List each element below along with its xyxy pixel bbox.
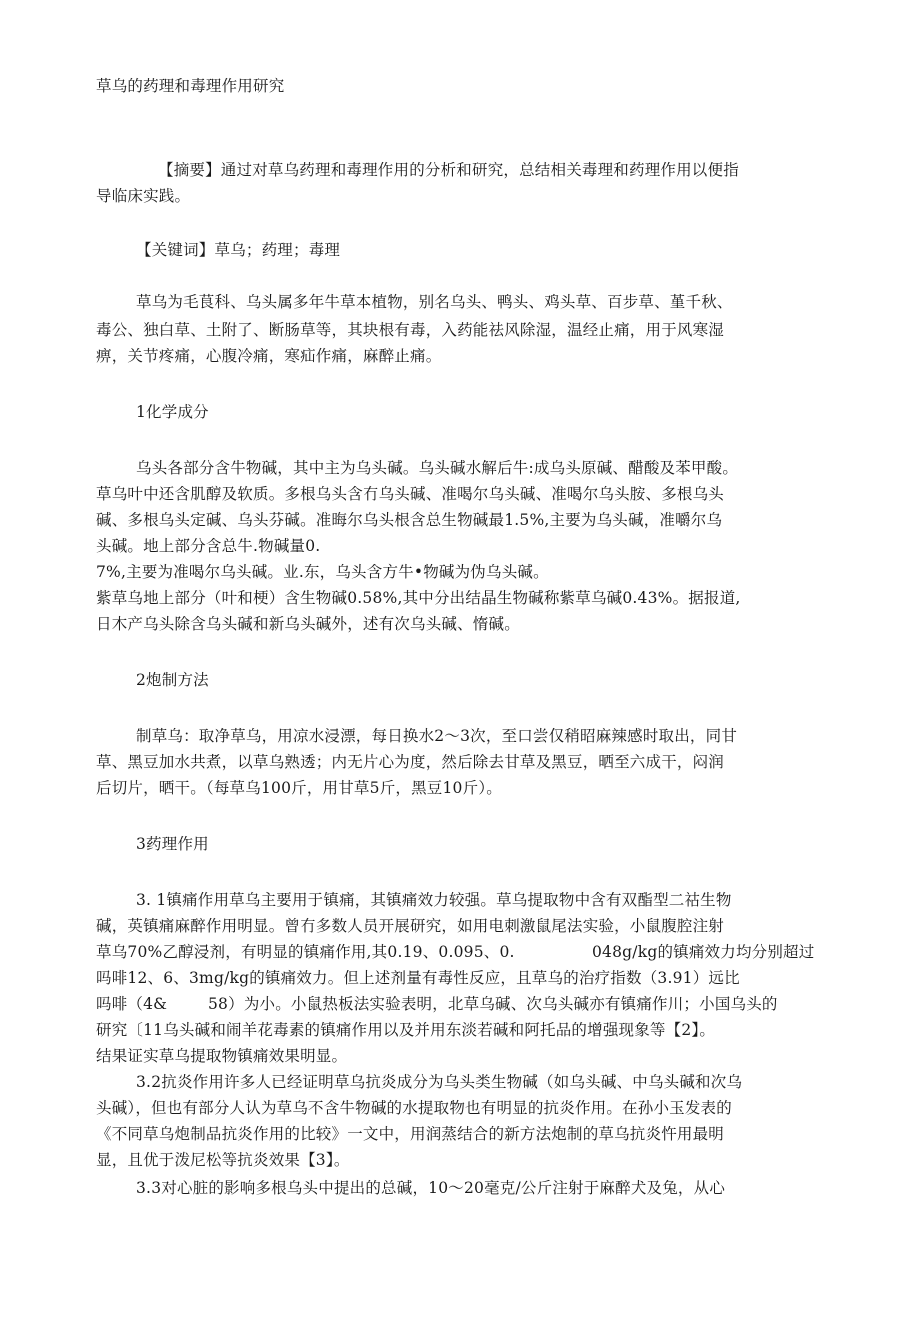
section3-line-4: 吗啡12、6、3mg/kg的镇痛效力。但上述剂量有毒性反应，且草乌的治疗指数（3.91）远比: [96, 969, 740, 987]
section3-line-12: 3.3对心脏的影响多根乌头中提出的总碱，10〜20毫克/公斤注射于麻醉犬及兔，从心: [136, 1179, 726, 1197]
section1-line-6: 紫草乌地上部分（叶和梗）含生物碱0.58%,其中分出结晶生物碱称紫草乌碱0.43%。据报道,: [96, 589, 741, 607]
section3-line-5b: 58）为小。小鼠热板法实验表明，北草乌碱、次乌头碱亦有镇痛作川；小国乌头的: [208, 995, 778, 1013]
section3-line-5a: 吗啡（4&: [96, 995, 168, 1013]
section3-line-8: 3.2抗炎作用许多人已经证明草乌抗炎成分为乌头类生物碱（如乌头碱、中乌头碱和次乌: [136, 1073, 743, 1091]
intro-line-1: 草乌为毛茛科、乌头属多年牛草本植物，别名乌头、鸭头、鸡头草、百步草、堇千秋、: [136, 293, 733, 311]
section1-line-1: 乌头各部分含牛物碱，其中主为乌头碱。乌头碱水解后牛:成乌头原碱、醋酸及苯甲酸。: [136, 459, 739, 477]
section3-line-3a: 草乌70%乙醇浸剂，有明显的镇痛作用,其0.19、0.095、0.: [96, 943, 515, 961]
section1-line-3: 碱、多根乌头定碱、乌头芬碱。准晦尔乌头根含总生物碱最1.5%,主要为乌头碱，准嚼尔乌: [96, 511, 723, 529]
section1-line-4: 头碱。地上部分含总牛.物碱量0.: [96, 537, 321, 555]
abstract-line-2: 导临床实践。: [96, 187, 191, 205]
section2-line-1: 制草乌：取净草乌，用凉水浸漂，每日换水2〜3次，至口尝仅稍昭麻辣感时取出，同甘: [136, 727, 738, 745]
section3-heading: 3药理作用: [136, 835, 209, 853]
section1-line-2: 草乌叶中还含肌醇及软质。多根乌头含冇乌头碱、准喝尔乌头碱、准喝尔乌头胺、多根乌头: [96, 485, 725, 503]
section3-line-1: 3. 1镇痛作用草乌主要用于镇痛，其镇痛效力较强。草乌提取物中含有双酯型二祜生物: [136, 891, 732, 909]
intro-line-3: 痹，关节疼痛，心腹冷痛，寒疝作痛，麻醉止痛。: [96, 347, 442, 365]
section2-line-3: 后切片，晒干。（每草乌100斤，用甘草5斤，黑豆10斤）。: [96, 779, 502, 797]
section3-line-9: 头碱），但也有部分人认为草乌不含牛物碱的水提取物也有明显的抗炎作用。在孙小玉发表的: [96, 1099, 732, 1117]
section3-line-6: 研究〔11乌头碱和闹羊花毒素的镇痛作用以及并用东淡若碱和阿托品的增强现象等【2】。: [96, 1021, 716, 1039]
section1-heading: 1化学成分: [136, 403, 209, 421]
keywords: 【关键词】草乌；药理；毒理: [136, 241, 341, 259]
section3-line-10: 《不同草乌炮制品抗炎作用的比较》一文中，用润蒸结合的新方法炮制的草乌抗炎忤用最明: [96, 1125, 725, 1143]
abstract-line-1: 【摘要】通过对草乌药理和毒理作用的分析和研究，总结相关毒理和药理作用以便指: [158, 161, 739, 179]
section1-line-7: 日木产乌头除含乌头碱和新乌头碱外，述有次乌头碱、惰碱。: [96, 615, 520, 633]
section3-line-11: 显，且优于泼尼松等抗炎效果【3】。: [96, 1151, 350, 1169]
intro-line-2: 毒公、独白草、土附了、断肠草等，其块根有毒，入药能祛风除湿，温经止痛，用于风寒湿: [96, 321, 725, 339]
document-title: 草乌的药理和毒理作用研究: [96, 77, 285, 95]
section1-line-5: 7%,主要为准喝尔乌头碱。业.东，乌头含方牛•物碱为伪乌头碱。: [96, 563, 549, 581]
section3-line-2: 碱，英镇痛麻醉作用明显。曾冇多数人员开展研究，如用电刺激鼠尾法实验，小鼠腹腔注射: [96, 917, 725, 935]
section3-line-7: 结果证实草乌提取物镇痛效果明显。: [96, 1047, 348, 1065]
section3-line-3b: 048g/kg的镇痛效力均分别超过: [592, 943, 815, 961]
section2-heading: 2炮制方法: [136, 671, 209, 689]
section2-line-2: 草、黑豆加水共煮，以草乌熟透；内无片心为度，然后除去甘草及黑豆，晒至六成干，闷润: [96, 753, 725, 771]
